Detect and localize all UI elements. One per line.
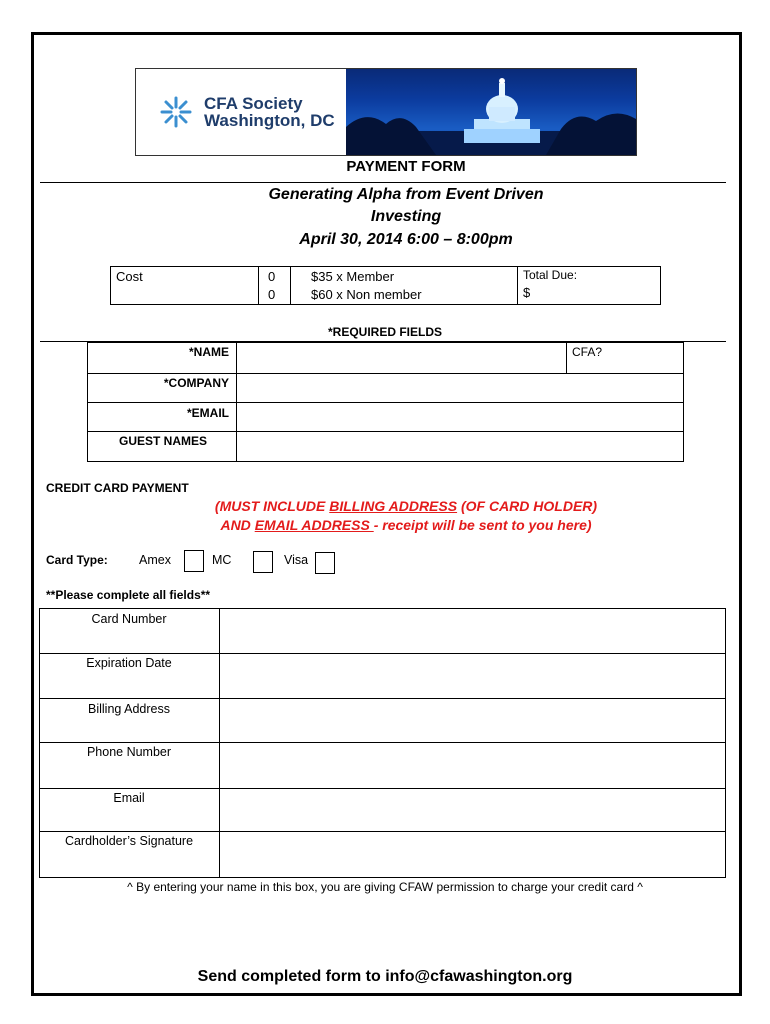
cost-divider-3 (517, 266, 518, 305)
member-qty[interactable]: 0 (268, 269, 276, 284)
name-input[interactable] (237, 343, 565, 372)
amex-checkbox[interactable] (184, 550, 204, 572)
nonmember-qty[interactable]: 0 (268, 287, 276, 302)
cost-divider-2 (290, 266, 291, 305)
mc-checkbox[interactable] (253, 551, 273, 573)
billing-note-underline: BILLING ADDRESS (329, 498, 458, 514)
total-due-value[interactable]: $ (523, 285, 531, 300)
billing-note-close: (OF CARD HOLDER) (457, 498, 598, 514)
expiration-date-input[interactable] (220, 654, 725, 697)
card-email-input[interactable] (220, 789, 725, 830)
form-title: PAYMENT FORM (346, 158, 466, 175)
logo-line2: Washington, DC (204, 111, 335, 130)
email-note-and: AND (220, 517, 255, 533)
title-divider (40, 182, 726, 183)
footer-instructions: Send completed form to info@cfawashington.org (197, 968, 573, 985)
email-note-underline: EMAIL ADDRESS (254, 517, 374, 533)
phone-number-input[interactable] (220, 743, 725, 787)
cardholder-signature-label: Cardholder’s Signature (64, 834, 194, 848)
logo-text (204, 95, 335, 129)
amex-label: Amex (139, 553, 171, 567)
capitol-image (346, 69, 636, 155)
billing-address-input[interactable] (220, 699, 725, 741)
billing-address-label: Billing Address (88, 702, 170, 716)
complete-all-note: **Please complete all fields** (46, 588, 211, 602)
required-fields-label: *REQUIRED FIELDS (327, 325, 442, 339)
email-note-rest: - receipt will be sent to you here) (373, 517, 592, 533)
email-label: *EMAIL (187, 406, 229, 420)
event-title-line2: Investing (370, 208, 442, 225)
cardholder-signature-input[interactable] (220, 832, 725, 877)
cost-divider-1 (258, 266, 259, 305)
company-label: *COMPANY (163, 376, 229, 390)
cost-label: Cost (116, 269, 143, 284)
phone-number-label: Phone Number (86, 745, 172, 759)
member-price: $35 x Member (311, 269, 395, 284)
billing-note-open: (MUST INCLUDE (214, 498, 330, 514)
cfa-logo-icon (159, 95, 193, 129)
card-email-label: Email (113, 791, 145, 805)
permission-note: ^ By entering your name in this box, you are giving CFAW permission to charge your credit card ^ (127, 880, 643, 894)
guest-names-input[interactable] (237, 432, 683, 461)
logo-line1: CFA Society (204, 94, 303, 113)
visa-label: Visa (284, 553, 309, 567)
credit-card-heading: CREDIT CARD PAYMENT (46, 481, 189, 495)
card-number-input[interactable] (220, 609, 725, 652)
cfa-input[interactable] (567, 343, 683, 372)
visa-checkbox[interactable] (315, 552, 335, 574)
billing-note-line1 (0, 498, 770, 514)
email-input[interactable] (237, 403, 683, 430)
card-type-label: Card Type: (46, 553, 108, 567)
nonmember-price: $60 x Non member (311, 287, 422, 302)
billing-note-line2 (0, 517, 770, 533)
event-title-line1: Generating Alpha from Event Driven (268, 186, 544, 203)
cfa-label: CFA? (572, 345, 603, 359)
expiration-date-label: Expiration Date (86, 656, 172, 670)
card-number-label: Card Number (91, 612, 167, 626)
logo-banner (135, 68, 637, 156)
event-date: April 30, 2014 6:00 – 8:00pm (299, 231, 513, 248)
total-due-label: Total Due: (523, 268, 578, 282)
guest-names-label: GUEST NAMES (119, 434, 208, 448)
mc-label: MC (212, 553, 232, 567)
name-label: *NAME (188, 345, 229, 359)
company-input[interactable] (237, 374, 683, 401)
